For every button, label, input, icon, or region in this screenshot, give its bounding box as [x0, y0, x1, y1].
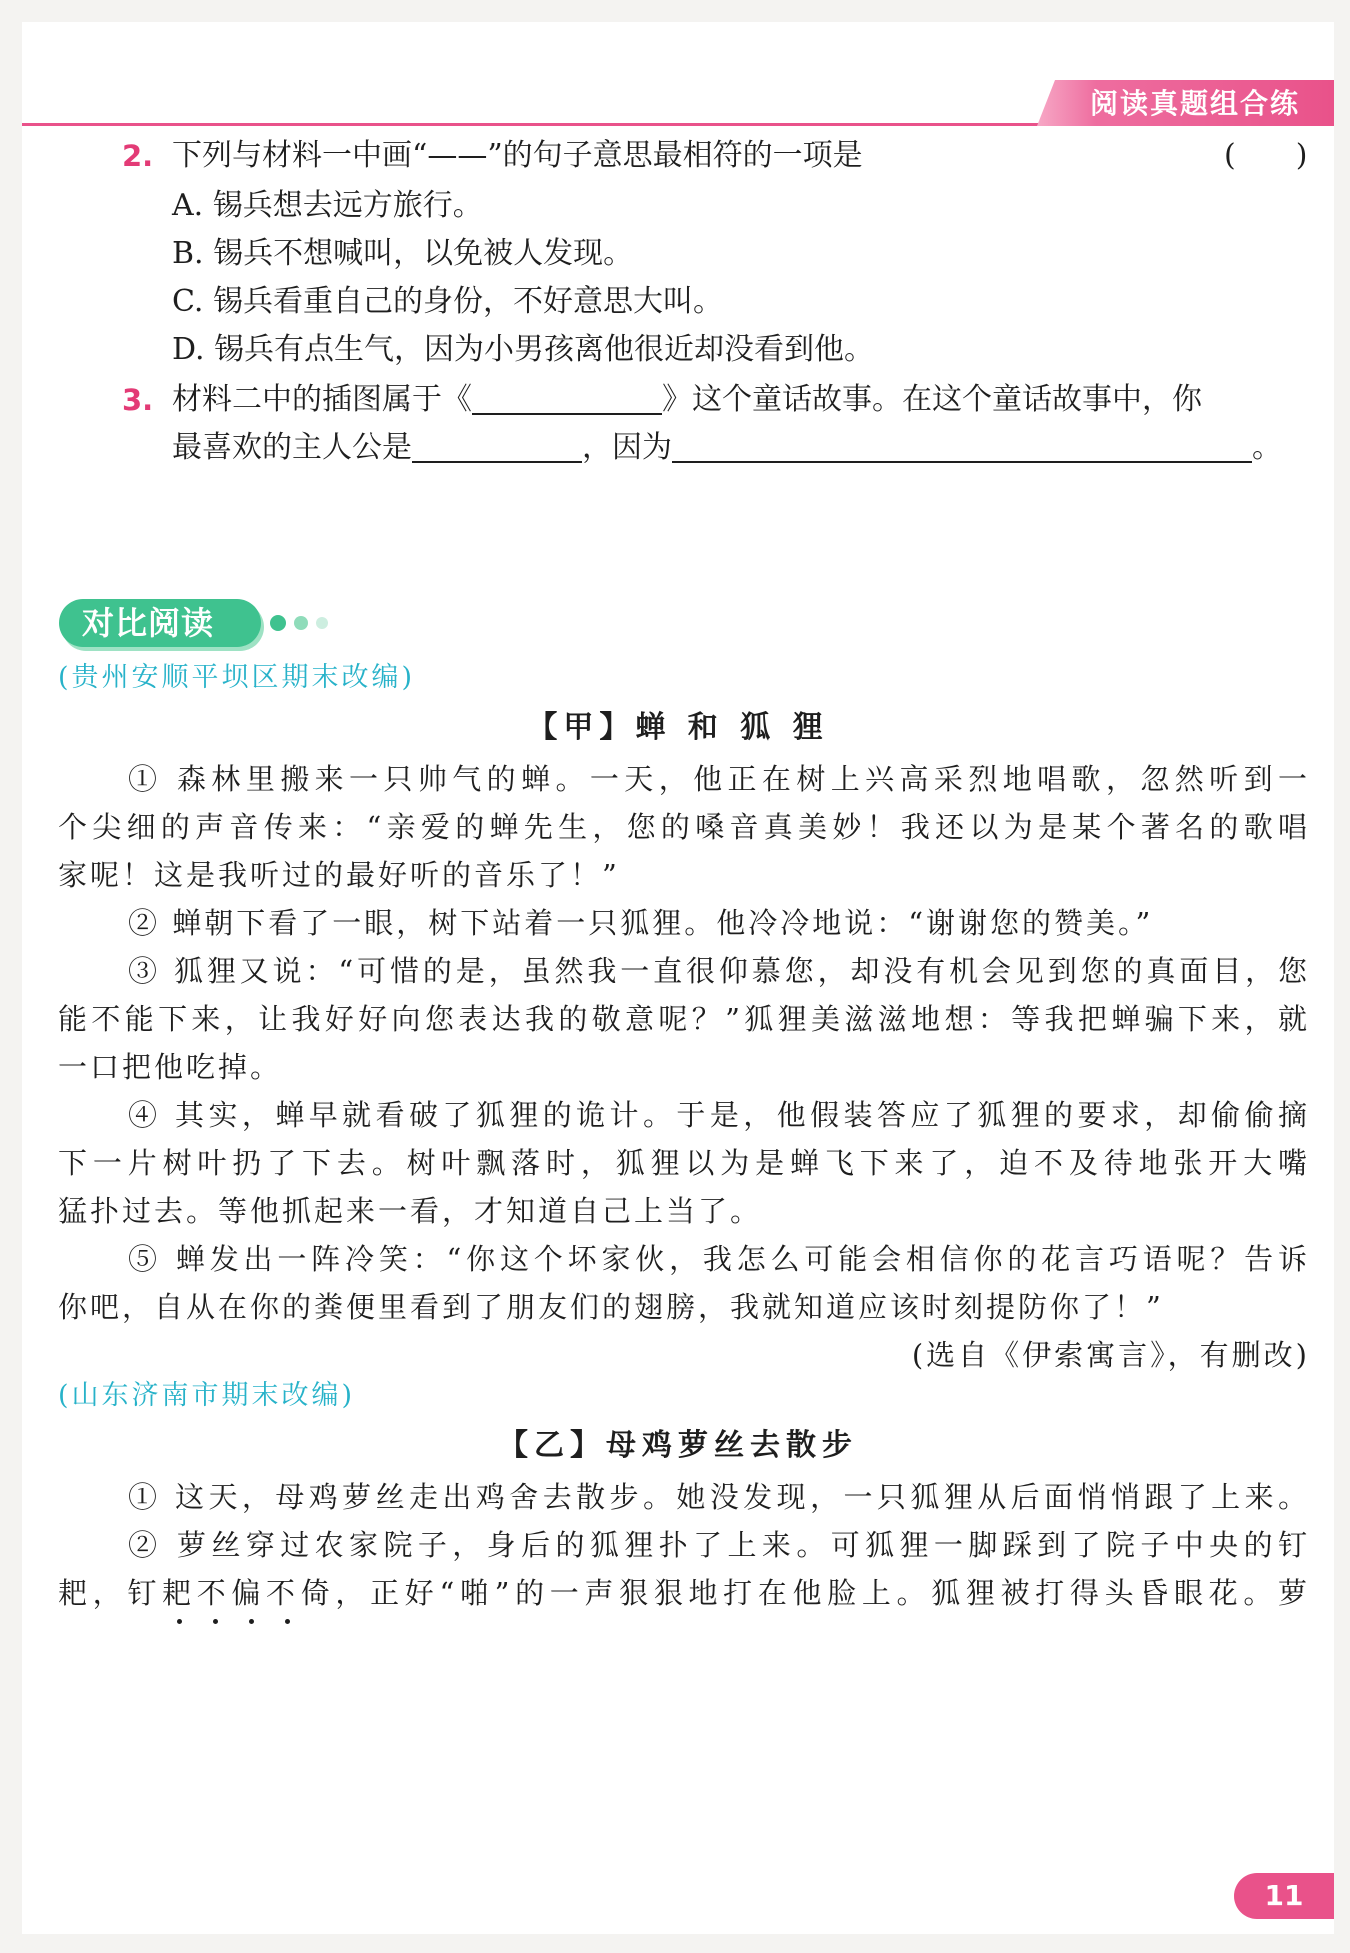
question-3 — [22, 376, 1334, 424]
paragraph-line: 你吧，自从在你的粪便里看到了朋友们的翅膀，我就知道应该时刻提防你了！” — [58, 1290, 1164, 1324]
question-text-part3: 最喜欢的主人公是 — [172, 430, 412, 465]
emphasis-dot-icon — [249, 1619, 254, 1624]
header-tab-label: 阅读真题组合练 — [1090, 87, 1301, 120]
paragraph-line: 猛扑过去。等他抓起来一看，才知道自己上当了。 — [58, 1194, 763, 1228]
option-a — [22, 182, 1334, 230]
paragraph-line: ② 萝丝穿过农家院子，身后的狐狸扑了上来。可狐狸一脚踩到了院子中央的钉 — [128, 1528, 1310, 1562]
paragraph-line: 下一片树叶扔了下去。树叶飘落时，狐狸以为是蝉飞下来了，迫不及待地张开大嘴 — [58, 1146, 1310, 1180]
paragraph-line: ① 森林里搬来一只帅气的蝉。一天，他正在树上兴高采烈地唱歌，忽然听到一 — [128, 762, 1310, 796]
badge-dot-icon — [294, 616, 308, 630]
passage-a-source: (贵州安顺平坝区期末改编) — [58, 662, 416, 693]
passage-a-attribution: (选自《伊索寓言》，有删改) — [911, 1338, 1310, 1372]
question-text-part1: 材料二中的插图属于《 — [172, 382, 472, 417]
passage-b-title: 【乙】母鸡萝丝去散步 — [498, 1428, 858, 1463]
question-text — [172, 376, 1202, 424]
section-badge-label: 对比阅读 — [82, 604, 215, 642]
question-3-line-2 — [22, 424, 1334, 472]
emphasis-dot-icon — [213, 1619, 218, 1624]
paragraph-line: ③ 狐狸又说：“可惜的是，虽然我一直很仰慕您，却没有机会见到您的真面目，您 — [128, 954, 1310, 988]
paragraph-line: 家呢！这是我听过的最好听的音乐了！” — [58, 858, 620, 892]
textbook-page — [22, 22, 1334, 1934]
question-number: 2. — [122, 139, 154, 173]
paragraph-line: 能不能下来，让我好好向您表达我的敬意呢？”狐狸美滋滋地想：等我把蝉骗下来，就 — [58, 1002, 1310, 1036]
question-text: 下列与材料一中画“——”的句子意思最相符的一项是 — [172, 138, 863, 173]
paragraph-line: ① 这天，母鸡萝丝走出鸡舍去散步。她没发现，一只狐狸从后面悄悄跟了上来。 — [128, 1480, 1310, 1514]
question-text-part4: ，因为 — [582, 430, 672, 465]
page-number: 11 — [1264, 1879, 1304, 1912]
passage-b-source: (山东济南市期末改编) — [58, 1380, 356, 1411]
paragraph-line: ② 蝉朝下看了一眼，树下站着一只狐狸。他冷冷地说：“谢谢您的赞美。” — [128, 906, 1154, 940]
story-title-blank[interactable] — [472, 381, 662, 415]
badge-dot-icon — [270, 615, 286, 631]
paragraph-line: ⑤ 蝉发出一阵冷笑：“你这个坏家伙，我怎么可能会相信你的花言巧语呢？告诉 — [128, 1242, 1310, 1276]
emphasis-dot-icon — [177, 1619, 182, 1624]
protagonist-blank[interactable] — [412, 429, 582, 463]
paragraph-line: 个尖细的声音传来：“亲爱的蝉先生，您的嗓音真美妙！我还以为是某个著名的歌唱 — [58, 810, 1310, 844]
paragraph-line: 耙，钉耙不偏不倚，正好“啪”的一声狠狠地打在他脸上。狐狸被打得头昏眼花。萝 — [58, 1576, 1310, 1610]
question-text — [172, 424, 1282, 472]
option-d — [22, 326, 1334, 374]
question-text-end: 。 — [1252, 430, 1282, 465]
passage-a-title: 【甲】蝉 和 狐 狸 — [527, 710, 829, 745]
reason-blank[interactable] — [672, 429, 1252, 463]
answer-parentheses[interactable]: ( ) — [1224, 138, 1308, 173]
option-text: D. 锡兵有点生气，因为小男孩离他很近却没看到他。 — [172, 332, 875, 367]
question-2 — [22, 132, 1334, 180]
option-text: C. 锡兵看重自己的身份，不好意思大叫。 — [172, 284, 723, 319]
question-text-part2: 》这个童话故事。在这个童话故事中，你 — [662, 382, 1202, 417]
badge-dot-icon — [316, 617, 328, 629]
paragraph-line: 一口把他吃掉。 — [58, 1050, 283, 1084]
option-b — [22, 230, 1334, 278]
emphasis-dot-icon — [285, 1619, 290, 1624]
option-c — [22, 278, 1334, 326]
question-number: 3. — [122, 383, 154, 417]
paragraph-line: ④ 其实，蝉早就看破了狐狸的诡计。于是，他假装答应了狐狸的要求，却偷偷摘 — [128, 1098, 1310, 1132]
option-text: A. 锡兵想去远方旅行。 — [172, 188, 483, 223]
option-text: B. 锡兵不想喊叫，以免被人发现。 — [172, 236, 634, 271]
